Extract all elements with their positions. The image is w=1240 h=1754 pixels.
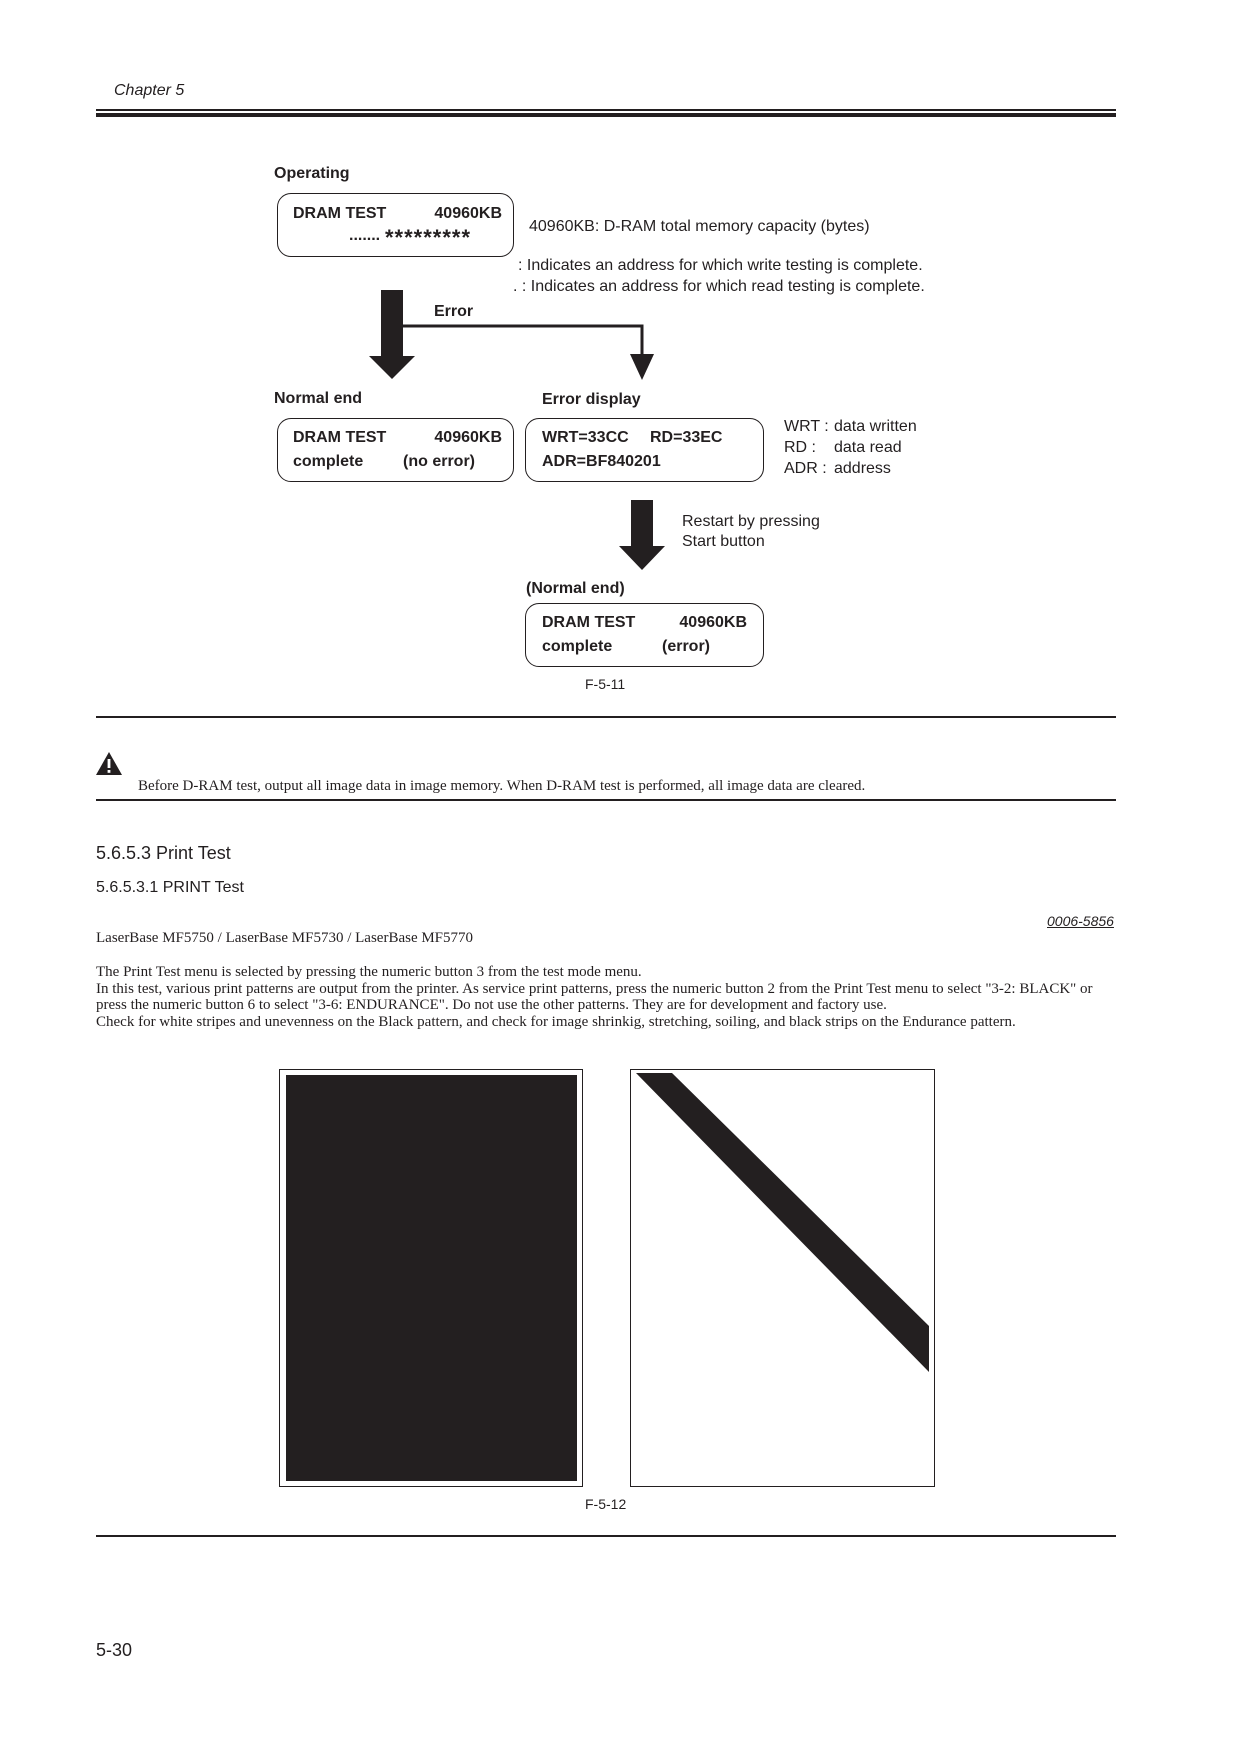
- lcd-line1-right: 40960KB: [434, 429, 502, 446]
- figure-caption-f-5-12: F-5-12: [585, 1496, 627, 1512]
- lcd-line1-right: RD=33EC: [650, 429, 723, 446]
- error-display-label: Error display: [542, 391, 641, 408]
- legend-wrt-value: data written: [834, 418, 917, 435]
- read-note: . : Indicates an address for which read testing is complete.: [513, 278, 925, 295]
- normal-end-2-label: (Normal end): [526, 580, 625, 597]
- legend-adr-key: ADR :: [784, 460, 827, 477]
- lcd-line1-right: 40960KB: [679, 614, 747, 631]
- error-label: Error: [434, 303, 474, 320]
- figure-caption-f-5-11: F-5-11: [585, 676, 626, 692]
- model-list: LaserBase MF5750 / LaserBase MF5730 / LaserBase MF5770: [96, 930, 474, 946]
- lcd-line1-left: DRAM TEST: [542, 614, 636, 631]
- restart-note-line1: Restart by pressing: [682, 513, 820, 530]
- lcd-line2-stars: *********: [385, 225, 472, 250]
- operating-label: Operating: [274, 165, 350, 182]
- body-paragraph-3: Check for white stripes and unevenness on the Black pattern, and check for image shrinkig, stretching, soiling, and black strips on the Endurance pattern.: [96, 1013, 1016, 1030]
- caution-text: Before D-RAM test, output all image data in image memory. When D-RAM test is performed, all image data are cleared.: [138, 778, 866, 794]
- bottom-rule: [96, 1535, 1116, 1537]
- lcd-line2-right: (no error): [403, 453, 475, 470]
- lcd-line1-right: 40960KB: [434, 205, 502, 222]
- legend-rd-key: RD :: [784, 439, 816, 456]
- capacity-note: 40960KB: D-RAM total memory capacity (bytes): [529, 218, 870, 235]
- body-paragraph-1: The Print Test menu is selected by pressing the numeric button 3 from the test mode menu.: [96, 964, 642, 980]
- chapter-header: Chapter 5: [114, 82, 185, 99]
- lcd-line2-left: ADR=BF840201: [542, 453, 661, 470]
- legend-adr-value: address: [834, 460, 891, 477]
- lcd-line1-left: DRAM TEST: [293, 205, 387, 222]
- section-heading: 5.6.5.3 Print Test: [96, 843, 231, 863]
- page-number: 5-30: [96, 1640, 133, 1660]
- lcd-line2-left: complete: [542, 638, 613, 655]
- lcd-line1-left: WRT=33CC: [542, 429, 629, 446]
- legend-wrt-key: WRT :: [784, 418, 829, 435]
- lcd-line2-right: (error): [662, 638, 711, 655]
- normal-end-label: Normal end: [274, 390, 363, 407]
- body-paragraph-2: In this test, various print patterns are output from the printer. As service print patterns, press the numeric button 2 from the Print Test menu to select "3-2: BLACK" or press the numeric button 6 to select "3-6: ENDURANCE". Do not use the other patterns. They are for development and factory use.: [96, 980, 1093, 1013]
- lcd-line2-left: complete: [293, 453, 364, 470]
- doc-id: 0006-5856: [1047, 913, 1114, 929]
- restart-note-line2: Start button: [682, 533, 765, 550]
- write-note: : Indicates an address for which write testing is complete.: [518, 257, 923, 274]
- legend-rd-value: data read: [834, 439, 902, 456]
- section-subheading: 5.6.5.3.1 PRINT Test: [96, 879, 244, 896]
- lcd-line1-left: DRAM TEST: [293, 429, 387, 446]
- lcd-line2-dots: .......: [349, 227, 381, 244]
